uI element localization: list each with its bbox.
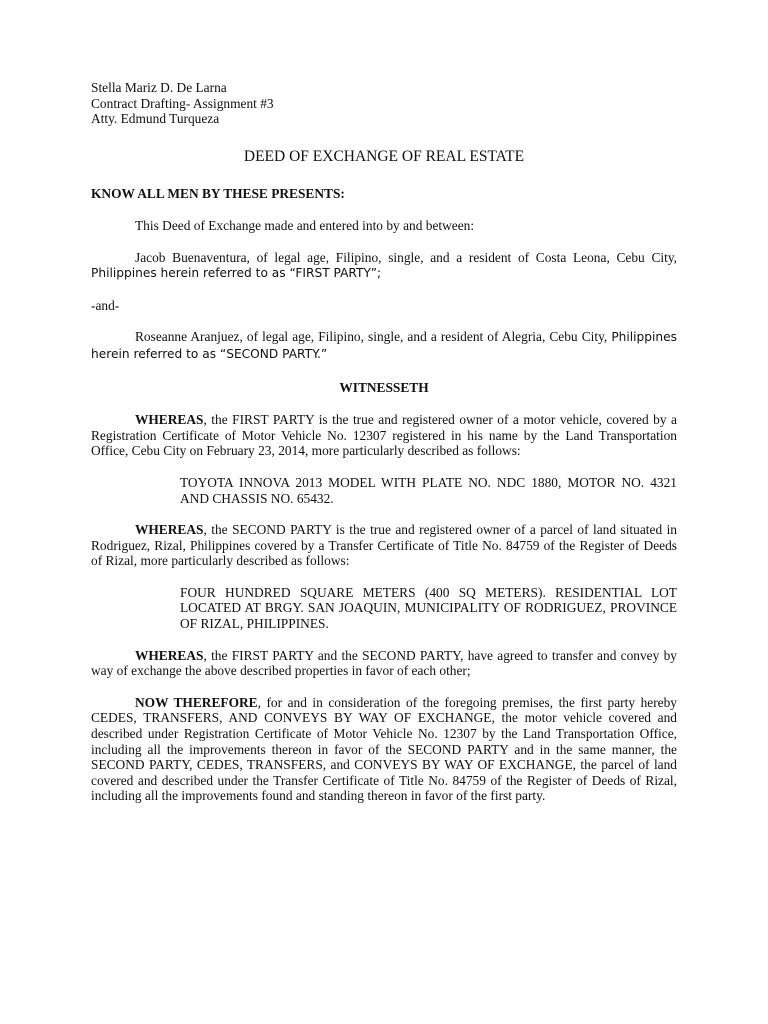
vehicle-description-block [180, 475, 677, 506]
first-party-paragraph [91, 250, 677, 282]
whereas-lead: WHEREAS [135, 522, 204, 538]
whereas-vehicle-text: , the FIRST PARTY is the true and registered owner of a motor vehicle, covered by a Registration Certificate of Motor Vehicle No. 12307 registered in his name by the Land Transportation Office, Cebu City on February 23, 2014, more particularly described as follows: [91, 412, 677, 459]
first-party-line1: Jacob Buenaventura, of legal age, Filipino, single, and a resident of Costa Leona, Cebu [135, 249, 645, 265]
author-name: Stella Mariz D. De Larna [91, 80, 227, 95]
know-all-men-heading: KNOW ALL MEN BY THESE PRESENTS: [91, 186, 345, 202]
whereas-land-text: , the SECOND PARTY is the true and registered owner of a parcel of land situated in Rodriguez, Rizal, Philippines covered by a Transfer Certificate of Title No. 84759 of the Register of Deeds of Rizal, more particularly described as follows: [91, 522, 677, 569]
now-therefore-paragraph [91, 695, 677, 804]
second-party-line2-sans: Philippines herein referred to as “SECOND PARTY.” [91, 330, 677, 361]
land-description: FOUR HUNDRED SQUARE METERS (400 SQ METERS). RESIDENTIAL LOT LOCATED AT BRGY. SAN JOAQUIN, MUNICIPALITY OF RODRIGUEZ, PROVINCE OF RIZAL, PHILIPPINES. [180, 584, 677, 632]
course-assignment: Contract Drafting- Assignment #3 [91, 95, 274, 111]
and-separator: -and- [91, 297, 120, 313]
intro-paragraph: This Deed of Exchange made and entered into by and between: [135, 217, 475, 233]
first-party-line2-sans: Philippines herein referred to as “FIRST PARTY”; [91, 266, 382, 281]
second-party-line1: Roseanne Aranjuez, of legal age, Filipino, single, and a resident of Alegria, Cebu City, [135, 329, 608, 345]
whereas-lead: WHEREAS [135, 412, 204, 428]
first-party-line2-serif: City, [651, 249, 678, 265]
whereas-vehicle-paragraph [91, 412, 677, 459]
whereas-agreement-paragraph [91, 648, 677, 679]
vehicle-description: TOYOTA INNOVA 2013 MODEL WITH PLATE NO. NDC 1880, MOTOR NO. 4321 AND CHASSIS NO. 65432. [180, 474, 677, 506]
instructor-name: Atty. Edmund Turqueza [91, 111, 220, 127]
whereas-land-paragraph [91, 522, 677, 569]
second-party-paragraph [91, 329, 677, 362]
now-therefore-lead: NOW THEREFORE [135, 694, 258, 710]
now-therefore-text: , for and in consideration of the foregoing premises, the first party hereby CEDES, TRANSFERS, AND CONVEYS BY WAY OF EXCHANGE, the motor vehicle covered and described under Registration Certificate of Motor Vehicle No. 12307 by the Land Transportation Office, including all the improvements thereon in favor of the SECOND PARTY and in the same manner, the SECOND PARTY, CEDES, TRANSFERS, and CONVEYS BY WAY OF EXCHANGE, the parcel of land covered and described under the Transfer Certificate of Title No. 84759 of the Register of Deeds of Rizal, including all the improvements found and standing thereon in favor of the first party. [91, 694, 677, 804]
document-header [91, 80, 677, 127]
land-description-block [180, 585, 677, 632]
witnesseth-heading: WITNESSETH [339, 379, 429, 395]
document-page [91, 80, 677, 804]
whereas-agreement-text: , the FIRST PARTY and the SECOND PARTY, have agreed to transfer and convey by way of exchange the above described properties in favor of each other; [91, 647, 677, 679]
document-title: DEED OF EXCHANGE OF REAL ESTATE [243, 147, 525, 165]
whereas-lead: WHEREAS [135, 647, 204, 663]
